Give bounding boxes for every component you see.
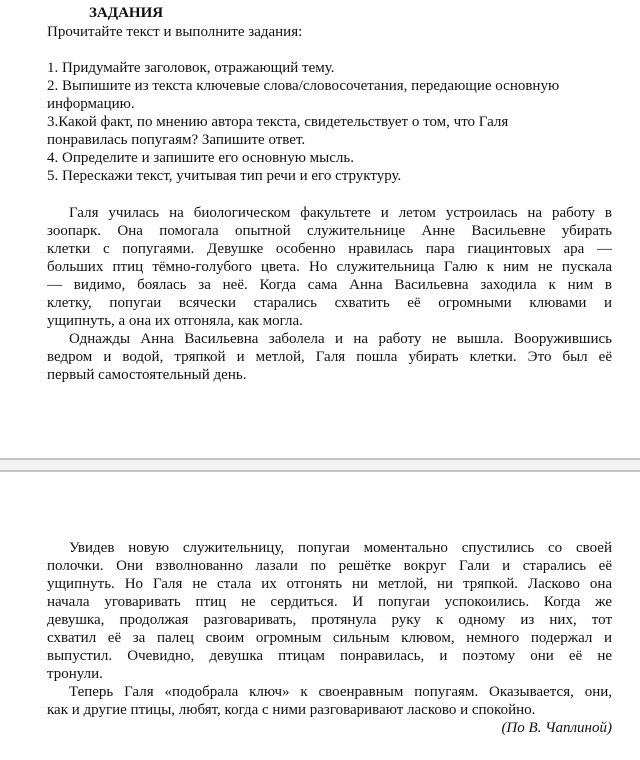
task-item-line: 4. Определите и запишите его основную мысль. <box>47 150 354 166</box>
text-page-1 <box>47 204 612 384</box>
paragraph <box>47 204 612 330</box>
task-item-line: 3.Какой факт, по мнению автора текста, свидетельствует о том, что Галя <box>47 114 509 130</box>
paragraph-line: как и другие птицы, любят, когда с ними разговаривают ласково и спокойно. <box>47 702 536 718</box>
paragraph-line: Однажды Анна Васильевна заболела и на работу не вышла. Вооружившись <box>69 331 612 347</box>
paragraph-line: больших птиц тёмно-голубого цвета. Но служительница Галю к ним не пускала <box>47 259 612 275</box>
task-item-line: 1. Придумайте заголовок, отражающий тему. <box>47 60 335 76</box>
page-break <box>0 458 640 472</box>
paragraph-line: ущипнуть. Но Галя не стала их отгонять ни метлой, ни тряпкой. Ласково она <box>47 576 612 592</box>
task-item-line: 5. Перескажи текст, учитывая тип речи и его структуру. <box>47 168 402 184</box>
paragraph-line: схватил её за палец своим огромным сильным клювом, немного подержал и <box>47 630 612 646</box>
task-list <box>47 59 612 185</box>
paragraph <box>47 539 612 683</box>
attribution: (По В. Чаплиной) <box>501 720 612 736</box>
task-item-line: информацию. <box>47 96 135 112</box>
paragraph <box>47 330 612 384</box>
paragraph-line: девушка, продолжая разговаривать, протянула руку к одному из них, тот <box>47 612 612 628</box>
paragraph-line: зоопарк. Она помогала опытной служительнице Анне Васильевне убирать <box>47 223 612 239</box>
paragraph-line: тронули. <box>47 666 103 682</box>
paragraph-line: клетку, попугаи всячески старались схватить её огромными клювами и <box>47 295 612 311</box>
task-item-line: 2. Выпишите из текста ключевые слова/словосочетания, передающие основную <box>47 78 560 94</box>
task-item-line: понравилась попугаям? Запишите ответ. <box>47 132 306 148</box>
paragraph-line: клетки с попугаями. Девушке особенно нравилась пара гиацинтовых ара — <box>47 241 612 257</box>
paragraph-line: выпустил. Очевидно, девушка птицам понравилась, и поэтому они её не <box>47 648 612 664</box>
paragraph-line: ущипнуть, а она их отгоняла, как могла. <box>47 313 303 329</box>
paragraph-line: начала уговаривать птиц не сердиться. И попугаи успокоились. Когда же <box>47 594 612 610</box>
paragraph <box>47 683 612 719</box>
paragraph-line: полочки. Они взволнованно лазали по решётке вокруг Гали и старались её <box>47 558 612 574</box>
paragraph-line: Теперь Галя «подобрала ключ» к своенравным попугаям. Оказывается, они, <box>69 684 612 700</box>
paragraph-line: Галя училась на биологическом факультете и летом устроилась на работу в <box>69 205 612 221</box>
instruction: Прочитайте текст и выполните задания: <box>47 24 303 40</box>
paragraph-line: первый самостоятельный день. <box>47 367 247 383</box>
text-page-2 <box>47 539 612 719</box>
page-title: ЗАДАНИЯ <box>89 5 164 21</box>
paragraph-line: — видимо, боялась за неё. Когда сама Анна Васильевна заходила к ним в <box>47 277 612 293</box>
paragraph-line: Увидев новую служительницу, попугаи моментально спустились со своей <box>69 540 612 556</box>
paragraph-line: ведром и водой, тряпкой и метлой, Галя пошла убирать клетки. Это был её <box>47 349 612 365</box>
